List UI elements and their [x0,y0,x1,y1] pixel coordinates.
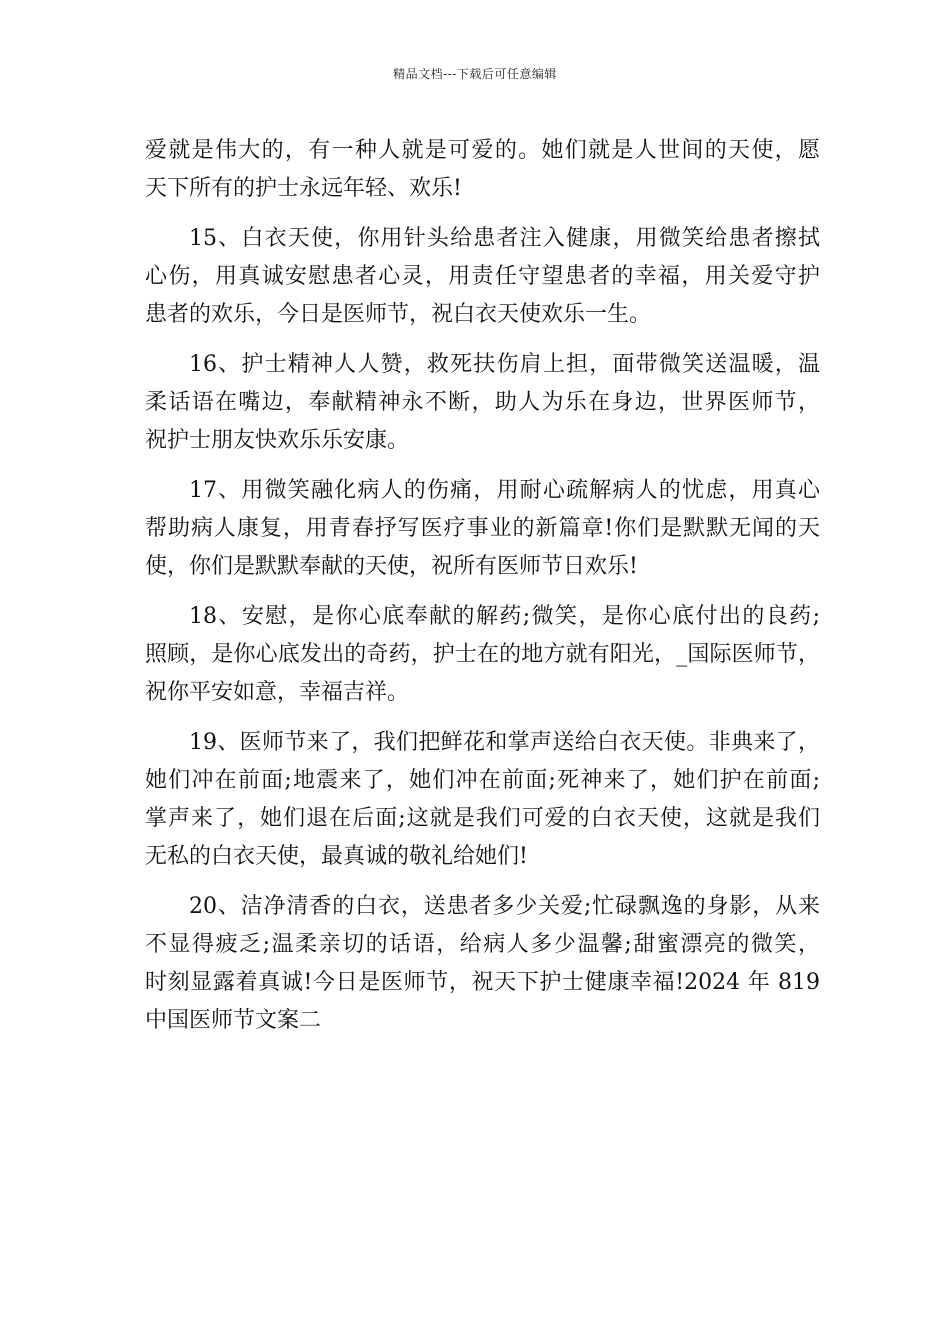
paragraph-item-15 [145,220,820,334]
text-line: 18、安慰，是你心底奉献的解药;微笑，是你心底付出的良药; [189,604,820,629]
text-line: 心伤，用真诚安慰患者心灵，用责任守望患者的幸福，用关爱守护 [145,264,820,289]
text-line: 爱就是伟大的，有一种人就是可爱的。她们就是人世间的天使，愿 [145,138,820,163]
paragraph-item-18 [145,598,820,712]
text-line: 不显得疲乏;温柔亲切的话语，给病人多少温馨;甜蜜漂亮的微笑， [145,932,820,957]
text-line: 19、医师节来了，我们把鲜花和掌声送给白衣天使。非典来了， [189,730,820,755]
text-line: 帮助病人康复，用青春抒写医疗事业的新篇章!你们是默默无闻的天 [145,516,820,541]
text-line: 20、洁净清香的白衣，送患者多少关爱;忙碌飘逸的身影，从来 [189,894,820,919]
text-line: 无私的白衣天使，最真诚的敬礼给她们! [145,844,528,869]
text-line: 照顾，是你心底发出的奇药，护士在的地方就有阳光，_国际医师节， [145,642,820,667]
text-line: 掌声来了，她们退在后面;这就是我们可爱的白衣天使，这就是我们 [145,806,820,831]
paragraph-intro [145,132,820,208]
text-line: 她们冲在前面;地震来了，她们冲在前面;死神来了，她们护在前面; [145,768,820,793]
text-line: 16、护士精神人人赞，救死扶伤肩上担，面带微笑送温暖，温 [189,352,820,377]
text-line: 柔话语在嘴边，奉献精神永不断，助人为乐在身边，世界医师节， [145,390,820,415]
paragraph-item-19 [145,724,820,876]
page-header: 精品文档---下载后可任意编辑 [393,67,557,81]
text-line: 15、白衣天使，你用针头给患者注入健康，用微笑给患者擦拭 [189,226,820,251]
text-line: 使，你们是默默奉献的天使，祝所有医师节日欢乐! [145,554,638,579]
text-line: 中国医师节文案二 [145,1008,322,1033]
paragraph-item-16 [145,346,820,460]
paragraph-item-20 [145,888,820,1040]
text-line: 祝护士朋友快欢乐乐安康。 [145,428,410,453]
paragraph-item-17 [145,472,820,586]
text-line: 17、用微笑融化病人的伤痛，用耐心疏解病人的忧虑，用真心 [189,478,820,503]
text-line: 时刻显露着真诚!今日是医师节，祝天下护士健康幸福!2024 年 819 [145,970,820,995]
document-body [145,132,820,1052]
text-line: 天下所有的护士永远年轻、欢乐! [145,176,462,201]
text-line: 患者的欢乐，今日是医师节，祝白衣天使欢乐一生。 [145,302,652,327]
text-line: 祝你平安如意，幸福吉祥。 [145,680,410,705]
